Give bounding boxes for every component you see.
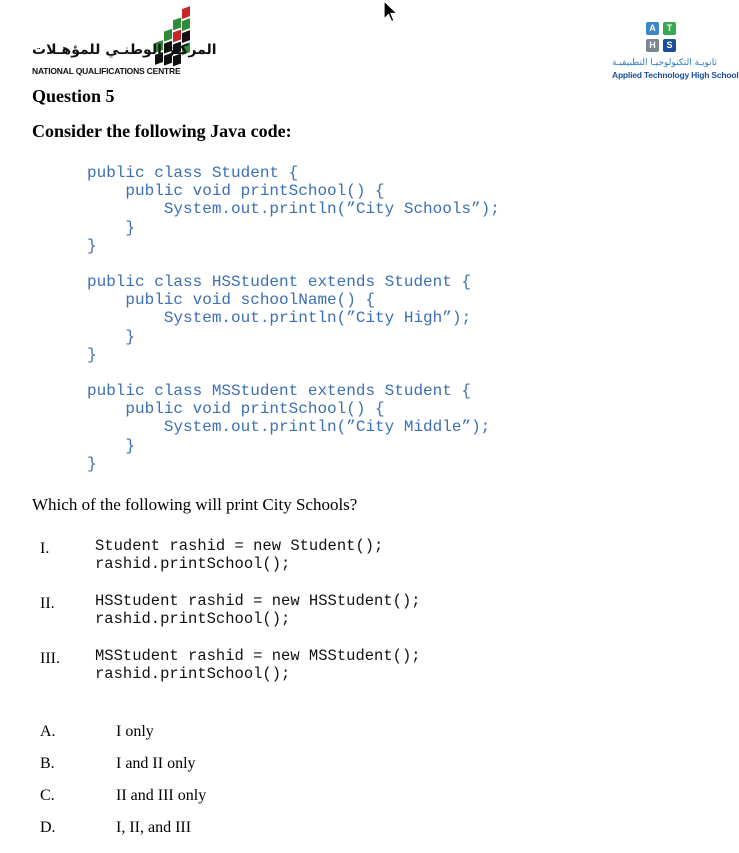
statement-numeral: I.: [40, 540, 50, 557]
choice-letter: C.: [40, 787, 55, 804]
nqc-arabic-name: المركـز الوطنـي للمؤهـلات: [32, 42, 217, 58]
choice-text: I only: [116, 723, 154, 740]
code-block-student: public class Student { public void printSchool() { System.out.println(”City Schools”); } }: [87, 164, 500, 255]
nqc-logo: [30, 6, 217, 84]
choice-text: II and III only: [116, 787, 207, 804]
question-title: Question 5: [32, 86, 115, 106]
question-prompt: Consider the following Java code:: [32, 121, 292, 141]
question-stem: Which of the following will print City Schools?: [32, 495, 358, 514]
aths-english-name: Applied Technology High School: [612, 70, 739, 80]
aths-tile-s: S: [663, 39, 676, 52]
code-block-msstudent: public class MSStudent extends Student { public void printSchool() { System.out.println(”City Middle”); } }: [87, 382, 491, 473]
choice-letter: D.: [40, 819, 56, 836]
statement-code: Student rashid = new Student(); rashid.printSchool();: [95, 537, 384, 573]
choice-letter: B.: [40, 755, 55, 772]
nqc-english-name: NATIONAL QUALIFICATIONS CENTRE: [32, 66, 181, 76]
aths-tile-a: A: [646, 22, 659, 35]
statement-code: MSStudent rashid = new MSStudent(); rashid.printSchool();: [95, 647, 421, 683]
statement-code: HSStudent rashid = new HSStudent(); rashid.printSchool();: [95, 592, 421, 628]
code-block-hsstudent: public class HSStudent extends Student { public void schoolName() { System.out.println(”City High”); } }: [87, 273, 472, 364]
mouse-pointer-icon: [383, 0, 399, 24]
choice-text: I and II only: [116, 755, 196, 772]
aths-arabic-name: ثانويـة التكنولوجيـا التطبيقيـة: [612, 58, 717, 68]
aths-logo: [608, 20, 739, 86]
choice-letter: A.: [40, 723, 56, 740]
aths-tile-t: T: [663, 22, 676, 35]
statement-numeral: III.: [40, 650, 60, 667]
choice-text: I, II, and III: [116, 819, 192, 836]
aths-tile-h: H: [646, 39, 659, 52]
statement-numeral: II.: [40, 595, 55, 612]
